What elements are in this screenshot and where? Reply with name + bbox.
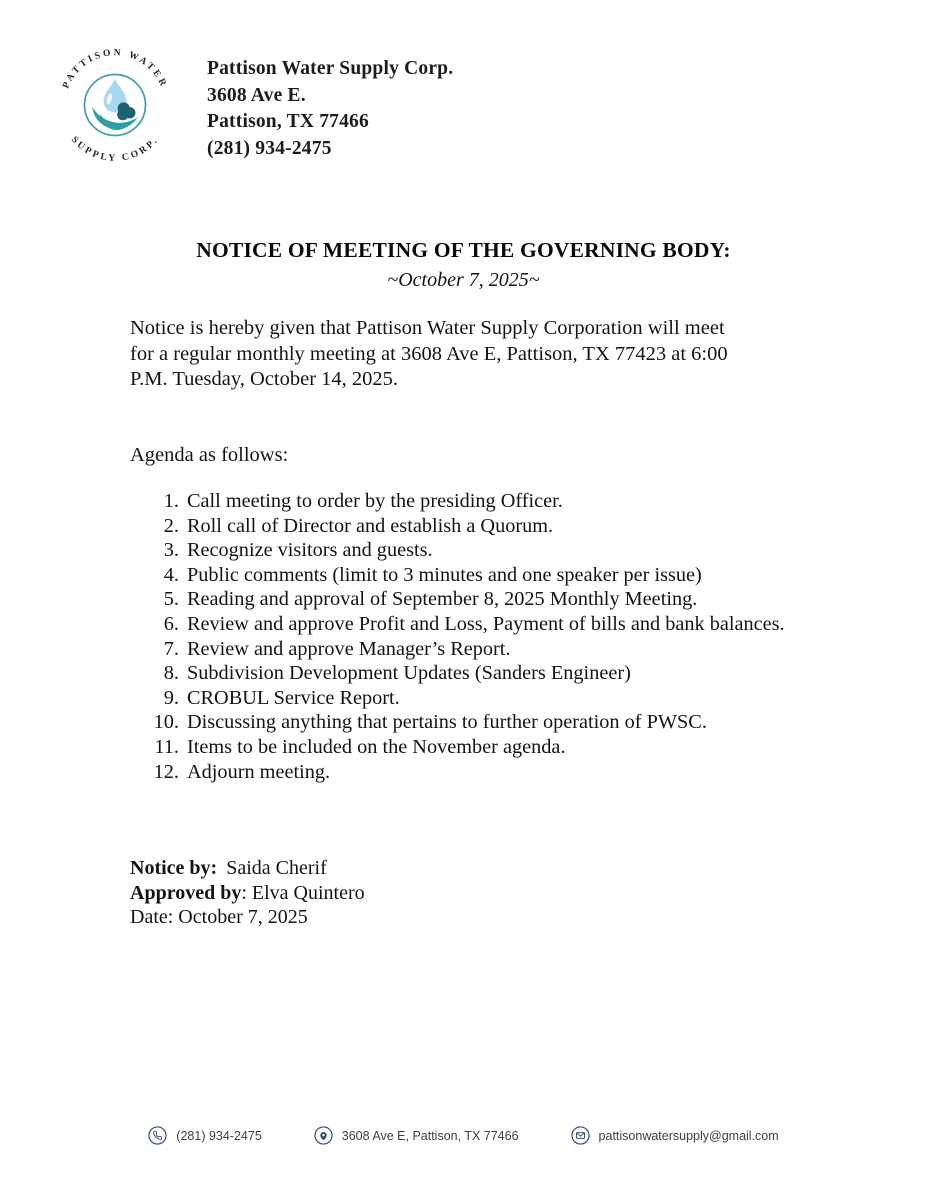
agenda-item: 8. Subdivision Development Updates (Sanders Engineer) bbox=[184, 661, 820, 686]
signature-date-line: Date: October 7, 2025 bbox=[130, 906, 308, 929]
notice-date-line: ~October 7, 2025~ bbox=[387, 269, 540, 291]
agenda-item: 5. Reading and approval of September 8, 2025 Monthly Meeting. bbox=[184, 587, 820, 612]
approved-by-value: Elva Quintero bbox=[251, 881, 365, 904]
notice-title: NOTICE OF MEETING OF THE GOVERNING BODY: bbox=[196, 238, 731, 262]
notice-body-line: P.M. Tuesday, October 14, 2025. bbox=[130, 368, 399, 391]
notice-body bbox=[130, 316, 820, 393]
title-block bbox=[0, 238, 927, 292]
notice-by-label: Notice by: bbox=[130, 857, 218, 879]
footer-phone-text: (281) 934-2475 bbox=[176, 1128, 262, 1143]
agenda-item: 11. Items to be included on the November agenda. bbox=[184, 735, 820, 760]
letterhead bbox=[54, 44, 453, 166]
approved-by-label: Approved by bbox=[130, 881, 242, 904]
logo-arc-bottom-text: SUPPLY CORP. bbox=[68, 134, 162, 164]
footer-email-text: pattisonwatersupply@gmail.com bbox=[598, 1128, 779, 1143]
water-drop-hands-logo-icon bbox=[54, 44, 176, 166]
agenda-section bbox=[130, 489, 820, 784]
notice-body-line: Notice is hereby given that Pattison Water Supply Corporation will meet bbox=[130, 317, 725, 339]
notice-body-line: for a regular monthly meeting at 3608 Ave E, Pattison, TX 77423 at 6:00 bbox=[130, 342, 728, 365]
footer-address-text: 3608 Ave E, Pattison, TX 77466 bbox=[341, 1128, 519, 1143]
company-logo bbox=[54, 44, 176, 166]
agenda-item: 1. Call meeting to order by the presiding Officer. bbox=[184, 489, 820, 514]
agenda-item: 12. Adjourn meeting. bbox=[184, 760, 820, 785]
company-phone: (281) 934-2475 bbox=[207, 137, 332, 159]
footer-phone bbox=[148, 1126, 261, 1145]
company-info bbox=[207, 56, 453, 162]
location-pin-icon bbox=[314, 1126, 333, 1145]
agenda-item: 6. Review and approve Profit and Loss, Payment of bills and bank balances. bbox=[184, 612, 820, 637]
agenda-item: 2. Roll call of Director and establish a Quorum. bbox=[184, 514, 820, 539]
footer-address bbox=[314, 1126, 519, 1145]
agenda-item: 7. Review and approve Manager’s Report. bbox=[184, 637, 820, 662]
svg-text:SUPPLY CORP. bbox=[69, 134, 161, 164]
email-icon bbox=[571, 1126, 590, 1145]
footer-email bbox=[571, 1126, 779, 1145]
approved-by-line bbox=[130, 881, 820, 906]
agenda-heading: Agenda as follows: bbox=[130, 444, 289, 466]
logo-arc-top-text: PATTISON WATER bbox=[60, 47, 170, 91]
signature-block bbox=[130, 856, 820, 930]
notice-by-line bbox=[130, 856, 820, 881]
notice-by-value: Saida Cherif bbox=[226, 857, 327, 879]
company-address-line1: 3608 Ave E. bbox=[207, 84, 306, 106]
agenda-item: 9. CROBUL Service Report. bbox=[184, 686, 820, 711]
company-address-line2: Pattison, TX 77466 bbox=[207, 111, 369, 132]
agenda-item: 3. Recognize visitors and guests. bbox=[184, 538, 820, 563]
agenda-item: 4. Public comments (limit to 3 minutes and one speaker per issue) bbox=[184, 563, 820, 588]
phone-icon bbox=[148, 1126, 167, 1145]
agenda-list bbox=[130, 489, 820, 784]
footer bbox=[0, 1126, 927, 1145]
company-name: Pattison Water Supply Corp. bbox=[207, 58, 454, 79]
agenda-item: 10. Discussing anything that pertains to further operation of PWSC. bbox=[184, 710, 820, 735]
approved-by-colon: : bbox=[241, 881, 252, 904]
